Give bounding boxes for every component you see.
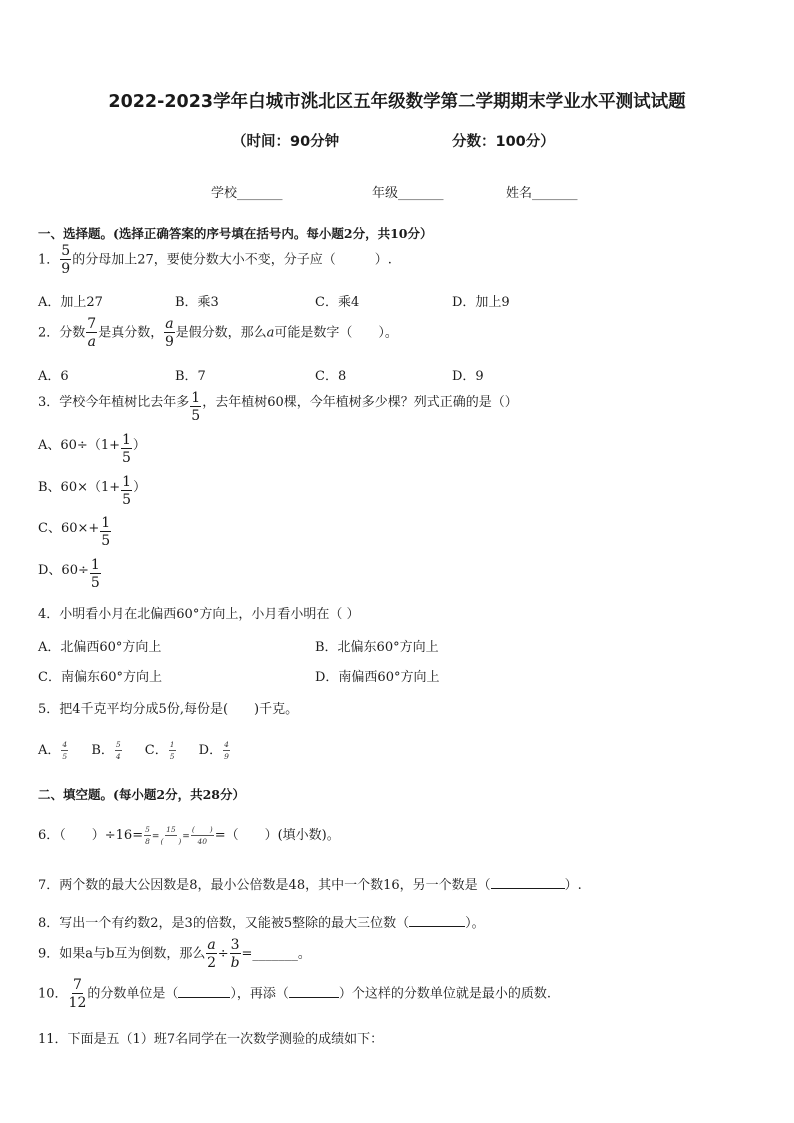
school-field: 学校_______ [211,186,283,201]
q4-option-a: A．北偏西60°方向上 [38,640,162,655]
q10-blank-2[interactable] [289,997,339,998]
q1-option-d: D．加上9 [452,295,510,310]
question-4: 4．小明看小月在北偏西60°方向上，小月看小明在（ ） [38,607,360,622]
q3-option-d: D、60÷ $\frac{1}{5}$ [38,557,100,591]
q5-option-c: C． $\frac{1}{5}$ [144,740,175,761]
exam-score: 分数：100分） [452,134,555,150]
question-1-text: 的分母加上27，要使分数大小不变，分子应（ ）. [72,252,392,268]
name-field: 姓名_______ [506,186,578,201]
question-11: 11．下面是五（1）班7名同学在一次数学测验的成绩如下： [38,1032,384,1047]
q3-option-a: A、60÷（1+ $\frac{1}{5}$ ） [38,432,146,466]
q4-option-d: D．南偏西60°方向上 [315,670,440,685]
q5-option-d: D． $\frac{4}{9}$ [198,740,229,761]
question-3: 3．学校今年植树比去年多 $\frac{1}{5}$ ，去年植树60棵，今年植树多少棵？列式正确的是（） [38,390,518,424]
question-5: 5．把4千克平均分成5份,每份是( )千克。 [38,702,299,717]
fraction-7-a: $\frac{7}{a}$ [87,316,97,350]
question-1-number: 1． [38,252,60,268]
question-10: 10． $\frac{7}{12}$ 的分数单位是（ ），再添（ ）个这样的分数单位就是最小的质数. [38,977,552,1011]
fraction-5-9: $\frac{5}{9}$ [61,243,71,277]
q2-option-c: C．8 [315,369,347,384]
fraction-1-5: $\frac{1}{5}$ [191,390,201,424]
q1-option-c: C．乘4 [315,295,360,310]
question-9: 9．如果a与b互为倒数，那么 $\frac{a}{2}$ ÷ $\frac{3}{b}$ =_______。 [38,937,311,971]
question-8: 8．写出一个有约数2，是3的倍数，又能被5整除的最大三位数（ ）。 [38,916,485,931]
q5-option-b: B． $\frac{5}{4}$ [91,740,121,761]
fraction-a-9: $\frac{a}{9}$ [164,316,174,350]
grade-field: 年级_______ [372,186,444,201]
q3-option-c: C、60×+ $\frac{1}{5}$ [38,515,111,549]
section-1-title: 一、选择题。(选择正确答案的序号填在括号内。每小题2分，共10分） [38,226,433,241]
exam-time: （时间：90分钟 [232,134,340,150]
q2-option-a: A．6 [38,369,69,384]
question-2: 2．分数 $\frac{7}{a}$ 是真分数， $\frac{a}{9}$ 是假分数，那么a可能是数字（ ）。 [38,316,398,350]
q8-answer-blank[interactable] [409,926,465,927]
q4-option-c: C．南偏东60°方向上 [38,670,162,685]
q5-option-a: A． $\frac{4}{5}$ [38,740,68,761]
q10-blank-1[interactable] [178,997,230,998]
question-1 [38,244,392,276]
q3-option-b: B、60×（1+ $\frac{1}{5}$ ） [38,474,147,508]
q2-option-b: B．7 [175,369,206,384]
question-6: 6．（ ）÷16= $\frac{5}{8}$ = $\frac{15}{( )}$ = $\frac{( )}{40}$ =（ ）(填小数)。 [38,825,340,846]
q5-options [38,739,231,760]
q1-option-a: A．加上27 [38,295,103,310]
q4-option-b: B．北偏东60°方向上 [315,640,439,655]
page-title: 2022-2023学年白城市洮北区五年级数学第二学期期末学业水平测试试题 [108,92,686,112]
q7-answer-blank[interactable] [491,888,565,889]
section-2-title: 二、填空题。(每小题2分，共28分） [38,787,246,802]
q2-option-d: D．9 [452,369,484,384]
q1-option-b: B．乘3 [175,295,219,310]
question-7: 7．两个数的最大公因数是8，最小公倍数是48，其中一个数16，另一个数是（ ）. [38,878,582,893]
